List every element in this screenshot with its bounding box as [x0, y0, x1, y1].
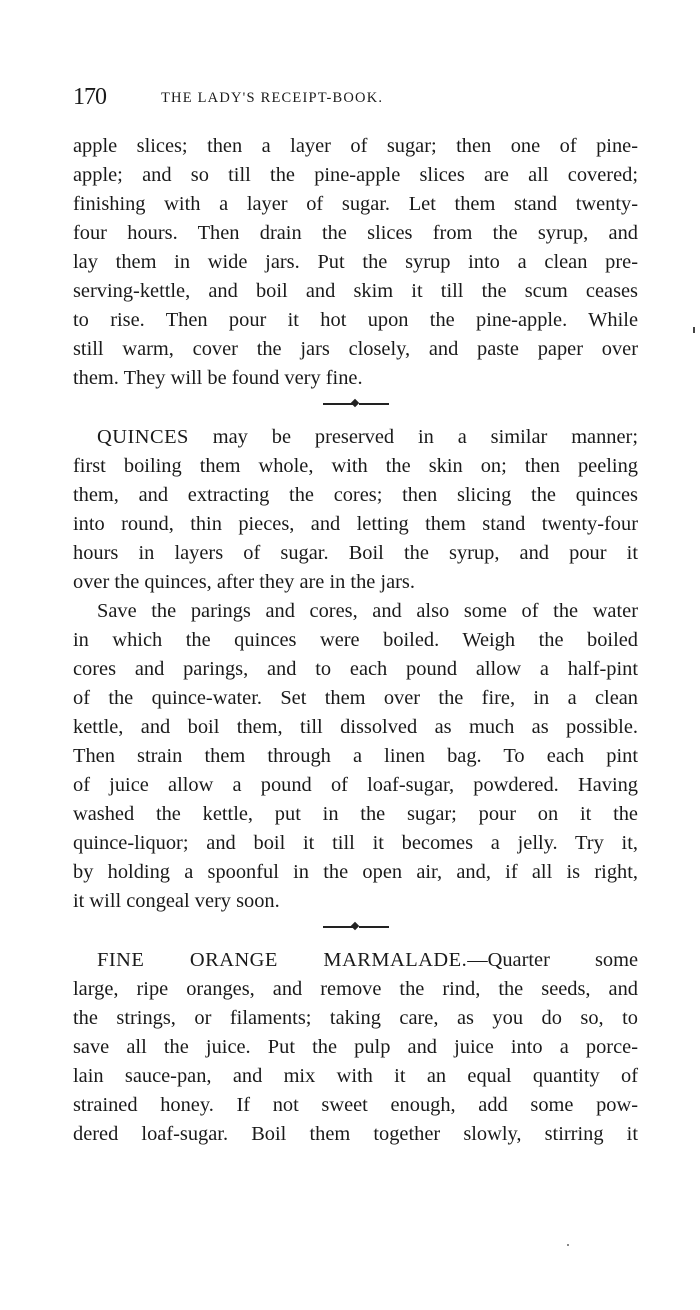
paragraph-orange-marmalade [73, 946, 638, 1149]
text-line: lay them in wide jars. Put the syrup into a clean pre- [73, 251, 638, 273]
text-line: over the quinces, after they are in the jars. [73, 571, 415, 593]
text-line-with-heading [73, 423, 638, 452]
page-number: 170 [73, 84, 106, 110]
recipe-heading-quinces: QUINCES [97, 426, 189, 448]
text-line: by holding a spoonful in the open air, and, if all is right, [73, 861, 638, 883]
text-line: still warm, cover the jars closely, and paste paper over [73, 338, 638, 360]
text-line: large, ripe oranges, and remove the rind, the seeds, and [73, 978, 638, 1000]
running-title: THE LADY'S RECEIPT-BOOK. [161, 90, 384, 106]
text-line: kettle, and boil them, till dissolved as much as possible. [73, 716, 638, 738]
text-line: save all the juice. Put the pulp and juice into a porce- [73, 1036, 638, 1058]
text-line: it will congeal very soon. [73, 890, 280, 912]
book-page [73, 82, 638, 1149]
text-line: hours in layers of sugar. Boil the syrup, and pour it [73, 542, 638, 564]
section-separator-ornament [323, 399, 389, 409]
margin-mark [693, 327, 695, 333]
text-line: four hours. Then drain the slices from the syrup, and [73, 222, 638, 244]
text-line: of juice allow a pound of loaf-sugar, powdered. Having [73, 774, 638, 796]
paragraph-quinces [73, 423, 638, 597]
text-line: them. They will be found very fine. [73, 367, 363, 389]
text-line: first boiling them whole, with the skin on; then peeling [73, 455, 638, 477]
text-line: dered loaf-sugar. Boil them together slowly, stirring it [73, 1123, 638, 1145]
text-line: to rise. Then pour it hot upon the pine-apple. While [73, 309, 638, 331]
text-line: of the quince-water. Set them over the fire, in a clean [73, 687, 638, 709]
running-head [73, 82, 638, 116]
text-run: —Quarter some [467, 949, 638, 971]
text-line: quince-liquor; and boil it till it becomes a jelly. Try it, [73, 832, 638, 854]
diamond-ornament-icon [350, 922, 358, 930]
text-line: the strings, or filaments; taking care, as you do so, to [73, 1007, 638, 1029]
text-line: apple slices; then a layer of sugar; then one of pine- [73, 135, 638, 157]
section-separator-ornament [323, 922, 389, 932]
text-line: cores and parings, and to each pound allow a half-pint [73, 658, 638, 680]
text-line: in which the quinces were boiled. Weigh the boiled [73, 629, 638, 651]
text-line-with-heading [73, 946, 638, 975]
text-line: Then strain them through a linen bag. To each pint [73, 745, 638, 767]
text-line: Save the parings and cores, and also some of the water [97, 600, 638, 622]
text-line: them, and extracting the cores; then slicing the quinces [73, 484, 638, 506]
paragraph-quince-jelly [73, 597, 638, 916]
paragraph-pine-apple-continued [73, 132, 638, 393]
text-run: may be preserved in a similar manner; [188, 426, 638, 448]
diamond-ornament-icon [350, 399, 358, 407]
text-line: apple; and so till the pine-apple slices are all covered; [73, 164, 638, 186]
text-line: into round, thin pieces, and letting them stand twenty-four [73, 513, 638, 535]
recipe-heading-orange-marmalade: FINE ORANGE MARMALADE. [97, 949, 468, 971]
text-line: finishing with a layer of sugar. Let them stand twenty- [73, 193, 638, 215]
text-line: washed the kettle, put in the sugar; pour on it the [73, 803, 638, 825]
text-line: lain sauce-pan, and mix with it an equal quantity of [73, 1065, 638, 1087]
text-line: strained honey. If not sweet enough, add some pow- [73, 1094, 638, 1116]
paper-speck [567, 1244, 569, 1246]
text-line: serving-kettle, and boil and skim it till the scum ceases [73, 280, 638, 302]
